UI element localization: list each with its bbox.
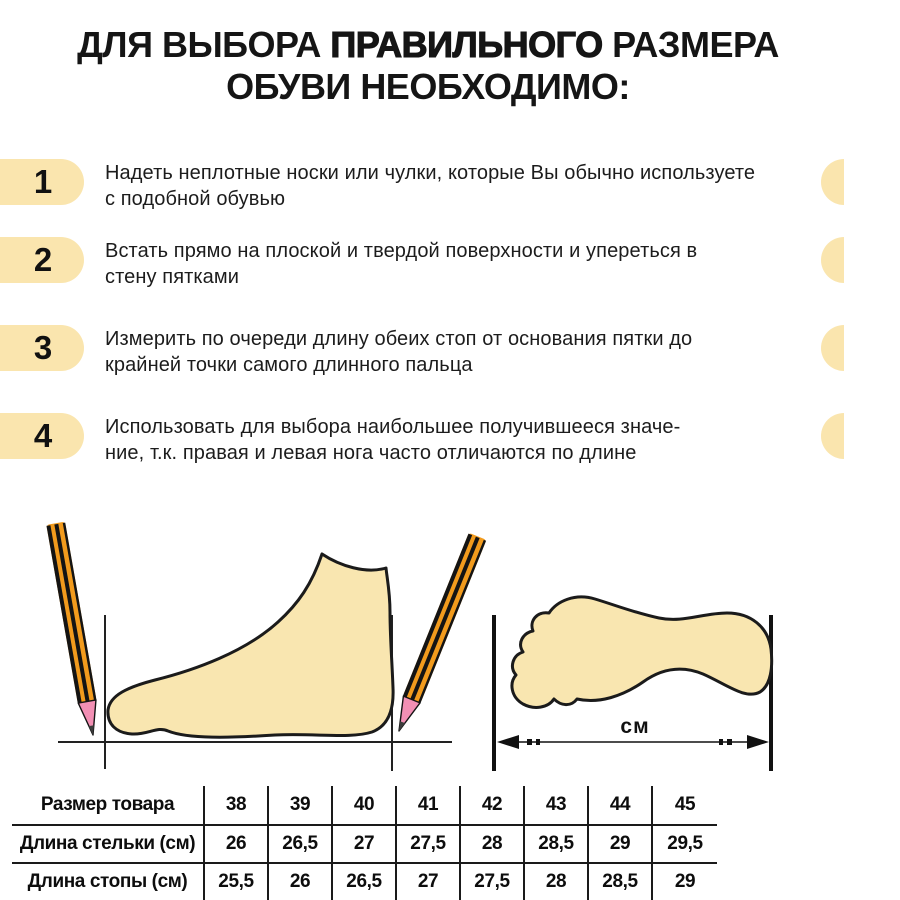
size-table-cell: 29 xyxy=(589,824,653,862)
size-table-cell: 45 xyxy=(674,794,696,815)
step-text xyxy=(105,238,805,290)
size-table-cell: 26,5 xyxy=(269,824,333,862)
step-text-line2: крайней точки самого длинного пальца xyxy=(105,354,473,376)
size-table xyxy=(12,786,717,900)
size-table-cell: 28,5 xyxy=(589,862,653,900)
step-text xyxy=(105,160,805,212)
size-table-cell: 26,5 xyxy=(333,862,397,900)
step-endcap-decoration xyxy=(821,159,844,205)
foot-side-measurement-illustration xyxy=(30,512,490,772)
size-table-cell: 38 xyxy=(205,786,269,824)
step-text-line2: ние, т.к. правая и левая нога часто отличаются по длине xyxy=(105,442,637,464)
size-table-cell: 29 xyxy=(653,862,717,900)
page-title-line1: ДЛЯ ВЫБОРА ПРАВИЛЬНОГО РАЗМЕРА xyxy=(77,24,779,65)
step-endcap-decoration xyxy=(821,413,844,459)
size-table-cell: 27,5 xyxy=(397,824,461,862)
step-number: 2 xyxy=(33,241,53,278)
size-table-cell: 28 xyxy=(461,824,525,862)
size-table-cell: 25,5 xyxy=(205,862,269,900)
size-table-row-label: Длина стопы (см) xyxy=(12,862,205,900)
step-item-4 xyxy=(0,413,900,469)
step-endcap-decoration xyxy=(821,325,844,371)
step-number: 1 xyxy=(33,163,53,200)
size-table-cell: 26 xyxy=(205,824,269,862)
step-text-line1: Использовать для выбора наибольшее получившееся значе- xyxy=(105,416,681,438)
step-endcap-decoration xyxy=(821,237,844,283)
step-text-line2: с подобной обувью xyxy=(105,188,286,210)
size-table-row-label: Длина стельки (см) xyxy=(12,824,205,862)
foot-side-silhouette xyxy=(108,554,393,737)
page-title-emphasis: ПРАВИЛЬНОГО xyxy=(330,24,603,65)
pencil-icon xyxy=(46,522,102,737)
step-number: 4 xyxy=(33,417,53,454)
step-text-line1: Надеть неплотные носки или чулки, которые Вы обычно используете xyxy=(105,162,756,184)
foot-length-diagram xyxy=(483,553,793,777)
page-title xyxy=(0,24,856,108)
step-text-line1: Встать прямо на плоской и твердой поверхности и упереться в xyxy=(105,240,698,262)
size-table-cell: 41 xyxy=(397,786,461,824)
footprint-silhouette xyxy=(512,597,772,707)
pencil-icon xyxy=(390,533,486,735)
size-table-cell: 39 xyxy=(269,786,333,824)
size-table-cell: 44 xyxy=(589,786,653,824)
size-table-cell: 28,5 xyxy=(525,824,589,862)
step-item-3 xyxy=(0,325,900,381)
step-text xyxy=(105,414,805,466)
step-item-2 xyxy=(0,237,900,293)
size-table-cell: 28 xyxy=(525,862,589,900)
size-table-cell: 27 xyxy=(397,862,461,900)
size-table-cell: 26 xyxy=(269,862,333,900)
size-table-cell: 40 xyxy=(333,786,397,824)
size-table-cell: 42 xyxy=(461,786,525,824)
size-table-cell: 43 xyxy=(525,786,589,824)
step-text-line1: Измерить по очереди длину обеих стоп от основания пятки до xyxy=(105,328,693,350)
size-table-cell: 27,5 xyxy=(461,862,525,900)
size-table-row-label: Размер товара xyxy=(12,786,205,824)
step-text xyxy=(105,326,805,378)
size-table-cell: 29,5 xyxy=(653,824,717,862)
cm-unit-label: см xyxy=(620,715,650,738)
size-table-cell: 27 xyxy=(333,824,397,862)
step-number: 3 xyxy=(33,329,53,366)
page-title-line2: ОБУВИ НЕОБХОДИМО: xyxy=(226,66,630,107)
step-text-line2: стену пятками xyxy=(105,266,240,288)
step-item-1 xyxy=(0,159,900,215)
